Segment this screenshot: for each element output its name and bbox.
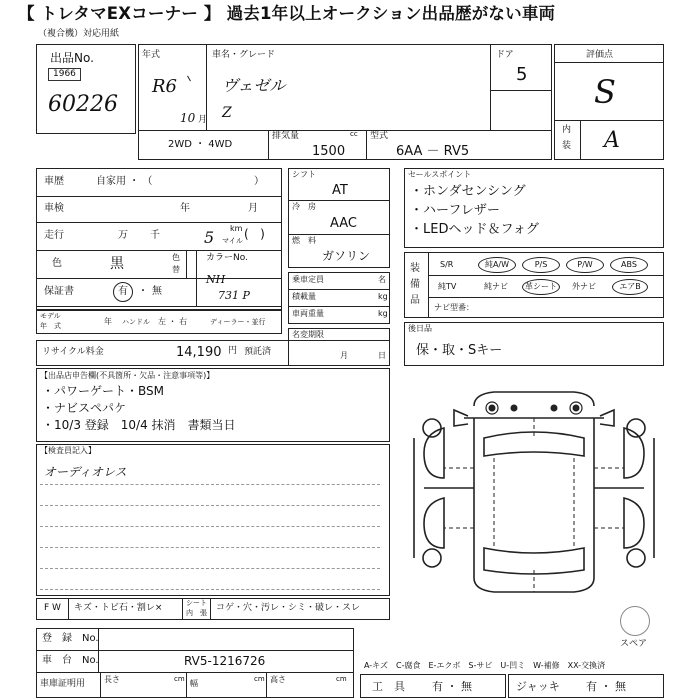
car-history-value: 自家用 ・ （: [96, 176, 153, 187]
handle-label: ハンドル: [122, 318, 150, 326]
recycle-note: 預託済: [244, 347, 272, 357]
interior-value: A: [604, 128, 620, 153]
mileage-label: 走行: [44, 230, 64, 241]
model-year-word: 年: [104, 317, 112, 326]
seat-label-2: 内 張: [186, 609, 207, 617]
lot-number: 60226: [48, 92, 118, 117]
displacement-label: 排気量: [272, 131, 300, 141]
doors-value: 5: [516, 64, 528, 85]
displacement-unit: cc: [350, 130, 358, 138]
equipment-label-2: 備: [410, 279, 420, 290]
tools-label: 工 具: [372, 680, 405, 693]
after-items-value: 保・取・Sキー: [416, 343, 503, 358]
dims-length: 長さ: [104, 675, 120, 684]
doors-label: ドア: [496, 50, 514, 60]
name-change-label: 名変期限: [292, 330, 324, 339]
sales-points-label: セールスポイント: [408, 170, 472, 179]
capacity-label: 乗車定員: [292, 275, 324, 284]
car-history-close: ）: [254, 176, 264, 187]
model-name: ヴェゼル: [222, 76, 286, 95]
score-label: 評価点: [586, 50, 614, 60]
warranty-no: 無: [152, 286, 162, 297]
interior-label-1: 内: [562, 125, 572, 135]
navi-model-label: ナビ型番：: [434, 303, 474, 312]
equip-tv: 純TV: [438, 282, 457, 291]
shift-value: AT: [332, 183, 348, 198]
dims-label: 車庫証明用: [40, 679, 86, 689]
warranty-label: 保証書: [44, 286, 74, 297]
model-year-1: モデル: [40, 312, 61, 320]
score-value: S: [594, 73, 616, 111]
type-value: 6AA － RV5: [396, 144, 470, 159]
equip-abs: ABS: [610, 257, 648, 273]
drive-option: 2WD ・ 4WD: [168, 139, 233, 150]
lot-code: 1966: [48, 68, 81, 81]
inspector-label: 【検査員記入】: [40, 446, 96, 455]
fuel-value: ガソリン: [322, 249, 371, 263]
equip-alloy-wheel: 純A/W: [478, 257, 516, 273]
equipment-label-1: 装: [410, 263, 420, 274]
name-change-month: 月: [340, 351, 348, 360]
seat-label-1: シート: [186, 599, 207, 607]
equip-leather-seat: 革シート: [522, 279, 560, 295]
inspection-year-unit: 年: [180, 203, 190, 214]
mileage-km: km: [230, 224, 243, 233]
ac-label: 冷 房: [292, 202, 316, 211]
dims-cm-1: cm: [174, 675, 185, 683]
equipment-label-3: 品: [410, 295, 420, 306]
color-value: 黒: [110, 256, 124, 272]
load-unit: kg: [378, 292, 388, 301]
dims-cm-3: cm: [336, 675, 347, 683]
weight-unit: kg: [378, 309, 388, 318]
ac-value: AAC: [330, 216, 357, 231]
declaration-label: 【出品店申告欄(不具箇所・欠品・注意事項等)】: [40, 371, 215, 380]
color-change-2: 替: [172, 265, 180, 274]
mileage-mile: マイル: [222, 237, 243, 245]
seat-text: コゲ・穴・汚レ・シミ・破レ・スレ: [216, 603, 361, 613]
color-no-label: カラーNo.: [206, 253, 248, 263]
warranty-yes: 有: [118, 286, 128, 297]
mileage-paren: ( ): [244, 227, 265, 241]
mileage-sen: 千: [150, 230, 160, 241]
recycle-label: リサイクル料金: [42, 347, 104, 357]
load-label: 積載量: [292, 292, 316, 301]
inspector-note: オーディオレス: [44, 465, 127, 479]
spare-label: スペア: [620, 639, 648, 649]
color-no-2: 731 P: [218, 289, 250, 302]
jack-label: ジャッキ: [516, 680, 560, 693]
car-damage-diagram: [404, 378, 664, 608]
sales-point-1: ・ホンダセンシング: [410, 184, 526, 199]
mileage-hand: 5: [204, 228, 215, 247]
color-no-1: NH: [206, 273, 226, 286]
capacity-unit: 名: [378, 275, 386, 284]
model-year-2: 年 式: [40, 322, 61, 330]
dims-cm-2: cm: [254, 675, 265, 683]
fw-text: キズ・トビ石・割レ×: [74, 603, 163, 613]
year-month-unit: 月: [198, 115, 208, 125]
equip-ext-navi: 外ナビ: [572, 282, 596, 291]
interior-label-2: 装: [562, 141, 572, 151]
year-label: 年式: [142, 50, 161, 60]
equip-sr: S/R: [440, 260, 454, 269]
equip-airbag: エアB: [612, 279, 648, 295]
warranty-sep: ・: [138, 286, 148, 297]
color-label: 色: [52, 258, 62, 269]
year-month: 10: [180, 111, 196, 125]
recycle-value: 14,190: [176, 345, 222, 360]
inspection-label: 車検: [44, 203, 64, 214]
sales-point-2: ・ハーフレザー: [410, 203, 500, 218]
chassis-label: 車 台 No.: [42, 655, 99, 666]
declaration-line-2: ・ナビスペパケ: [42, 401, 127, 415]
shift-label: シフト: [292, 170, 316, 179]
year-era: R6: [152, 76, 178, 97]
mileage-man: 万: [118, 230, 128, 241]
recycle-unit: 円: [228, 346, 238, 356]
declaration-line-3: ・10/3 登録 10/4 抹消 書類当日: [42, 418, 236, 432]
sales-point-3: ・LEDヘッド＆フォグ: [410, 222, 539, 237]
weight-label: 車両重量: [292, 309, 324, 318]
lot-label: 出品No.: [50, 51, 94, 65]
equip-navi: 純ナビ: [484, 282, 508, 291]
name-label: 車名・グレード: [212, 50, 276, 60]
name-change-day: 日: [378, 351, 386, 360]
damage-legend: A-キズ C-腐食 E-エクボ S-サビ U-凹ミ W-補修 XX-交換済: [364, 661, 606, 670]
after-items-label: 後日品: [408, 324, 432, 333]
type-label: 型式: [370, 131, 389, 141]
dealer-text: ディーラー・並行: [210, 318, 266, 326]
color-change-1: 色: [172, 253, 180, 262]
spare-tire-icon: [620, 606, 650, 636]
handle-value: 左 ・ 右: [158, 317, 188, 326]
grade-name: Z: [222, 105, 232, 121]
fuel-label: 燃 料: [292, 236, 316, 245]
declaration-line-1: ・パワーゲート・BSM: [42, 384, 164, 398]
inspection-month-unit: 月: [248, 203, 258, 214]
paper-note: （複合機）対応用紙: [38, 29, 120, 39]
registration-label: 登 録 No.: [42, 633, 99, 644]
sheet-title: 【 トレタマEXコーナー 】 過去1年以上オークション出品歴がない車両: [18, 4, 556, 23]
dims-width: 幅: [190, 679, 198, 688]
jack-value: 有 ・ 無: [586, 680, 626, 693]
displacement-value: 1500: [312, 144, 346, 159]
chassis-value: RV5-1216726: [184, 654, 266, 668]
tools-value: 有 ・ 無: [432, 680, 472, 693]
equip-power-steering: P/S: [522, 257, 560, 273]
equip-power-window: P/W: [566, 257, 604, 273]
dims-height: 高さ: [270, 675, 286, 684]
fw-label: F W: [44, 603, 61, 613]
warranty-yes-circle: [113, 282, 133, 302]
car-history-label: 車歴: [44, 176, 64, 187]
